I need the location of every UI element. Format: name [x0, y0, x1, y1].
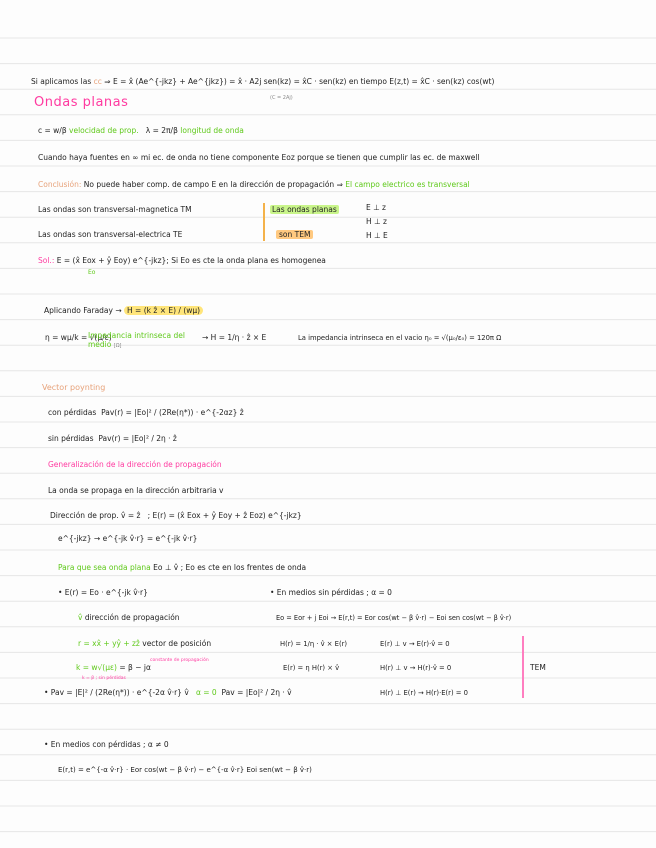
tem-text: TEM: [530, 663, 546, 672]
gen-l2b: ; E(r) = (x̂ Eox + ŷ Eoy + ẑ Eoz) e^{-jkz}: [147, 511, 302, 520]
conclusion-green: El campo electrico es transversal: [345, 180, 470, 189]
maxwell-line: Cuando haya fuentes en ∞ mi ec. de onda no tiene componente Eoz porque se tienen que cumplir las ec. de maxwell: [38, 153, 480, 162]
planas-label-text: Las ondas planas: [272, 205, 337, 214]
poynting-sin: [48, 434, 177, 444]
sin-eq: Pav(r) = |Eo|² / 2η · ẑ: [98, 434, 177, 443]
bracket-bar: [263, 203, 265, 241]
hr-perp: H(r) ⊥ v → H(r)·v̂ = 0: [380, 664, 452, 672]
k-small: constante de propagación: [150, 658, 209, 663]
c-formula: c = w/β: [38, 126, 67, 135]
v-text: dirección de propagación: [82, 613, 180, 622]
conclusion-label: Conclusión:: [38, 180, 82, 189]
r-text: vector de posición: [139, 639, 212, 648]
losses-l1: • En medios con pérdidas ; α ≠ 0: [44, 740, 169, 749]
r-line: [78, 639, 211, 649]
bullet-e: • E(r) = Eo · e^{-jk v̂·r}: [58, 588, 148, 597]
faraday-eq: H = (k ẑ × E) / (wμ): [124, 306, 203, 315]
eo-eq: Eo = Eor + j Eoi → E(r,t) = Eor cos(wt − β v̂·r) − Eoi sen cos(wt − β v̂·r): [276, 614, 512, 622]
te-row: Las ondas son transversal-electrica TE: [38, 230, 183, 239]
gen-l2a: Dirección de prop. v̂ = ẑ: [50, 511, 141, 520]
planas-label: [270, 205, 339, 215]
faraday-label: Aplicando Faraday →: [44, 306, 122, 315]
tem-bar: [522, 636, 524, 698]
tem-label: [276, 230, 313, 240]
v-line: [78, 613, 180, 623]
gen-l2: [50, 511, 302, 521]
v-label: v̂: [78, 613, 83, 622]
imp-label: [88, 331, 198, 351]
pav2: Pav = |Eo|² / 2η · v̂: [221, 688, 292, 697]
lambda-desc: longitud de onda: [180, 126, 244, 135]
vacuum-text: La impedancia intrinseca en el vacio η₀ = √(μ₀/ε₀) = 120π Ω: [298, 334, 502, 342]
tm-row: Las ondas son transversal-magnetica TM: [38, 205, 192, 214]
k-label: k = w√(με): [76, 663, 117, 672]
h-eq: → H = 1/η · ẑ × E: [202, 333, 267, 342]
gen-l3: e^{-jkz} → e^{-jk v̂·r} = e^{-jk v̂·r}: [58, 534, 198, 543]
er-perp: E(r) ⊥ v → E(r)·v̂ = 0: [380, 640, 450, 648]
c-desc: velocidad de prop.: [69, 126, 139, 135]
gen-title: Generalización de la dirección de propagación: [48, 460, 222, 469]
losses-l2: E(r,t) = e^{-α v̂·r} · Eor cos(wt − β v̂·r) − e^{-α v̂·r} Eoi sen(wt − β v̂·r): [58, 766, 312, 774]
hr-perp-e: H(r) ⊥ E(r) → H(r)·E(r) = 0: [380, 689, 468, 697]
pav-eq: • Pav = |E|² / (2Re(η*)) · e^{-2α v̂·r} v̂: [44, 688, 189, 697]
pav-line: [44, 688, 292, 698]
r-label: r = xx̂ + yŷ + zẑ: [78, 639, 140, 648]
imp-label-text: Impedancia intrinseca del medio: [88, 331, 185, 349]
sol-eq: E = (x̂ Eox + ŷ Eoy) e^{-jkz}: [54, 256, 167, 265]
con-eq: Pav(r) = |Eo|² / (2Re(η*)) · e^{-2αz} ẑ: [101, 408, 244, 417]
conclusion-line: [38, 180, 470, 190]
hr-eq: H(r) = 1/η · v̂ × E(r): [280, 640, 348, 648]
k-line: [76, 663, 151, 673]
er-eta: E(r) = η H(r) × v̂: [283, 664, 340, 672]
bullet-nolosses: • En medios sin pérdidas ; α = 0: [270, 588, 392, 597]
cc-label: cc: [93, 77, 102, 86]
c-speed-line: [38, 126, 244, 136]
poynting-con: [48, 408, 244, 418]
cond-2: H ⊥ z: [366, 217, 387, 226]
tem-label-text: son TEM: [276, 230, 313, 239]
eta-eq: η = wμ/k = √(μ/ε): [45, 333, 112, 342]
imp-unit: [Ω]: [113, 343, 122, 349]
lambda-formula: λ = 2π/β: [145, 126, 178, 135]
cond-1: E ⊥ z: [366, 203, 386, 212]
header-line-1: [31, 77, 494, 87]
sol-sub: Eo: [88, 269, 96, 276]
alpha-zero: α = 0: [195, 688, 217, 697]
k-under: k = β ; sin pérdidas: [82, 676, 126, 681]
sol-note: ; Si Eo es cte la onda plana es homogenea: [166, 256, 326, 265]
faraday-line: [44, 306, 203, 316]
con-label: con pérdidas: [48, 408, 97, 417]
sol-label: Sol.:: [38, 256, 55, 265]
sol-line: [38, 256, 326, 266]
cond-3: H ⊥ E: [366, 231, 388, 240]
plane-line: [58, 563, 306, 573]
poynting-title: [42, 383, 105, 393]
gen-l1: La onda se propaga en la dirección arbitraria v: [48, 486, 224, 495]
sin-label: sin pérdidas: [48, 434, 94, 443]
header-text-b: ⇒ E = x̂ (Ae^{-jkz} + Ae^{jkz}) = x̂ · A2j sen(kz) = x̂C · sen(kz) en tiempo E(z,t) = x̂C · sen(kz) cos(wt): [101, 77, 495, 86]
conclusion-text: No puede haber comp. de campo E en la dirección de propagación ⇒: [81, 180, 346, 189]
page-title: Ondas planas: [34, 95, 129, 110]
plane-rest: Eo ⊥ v̂ ; Eo es cte en los frentes de onda: [150, 563, 307, 572]
poynting-title-text: Vector poynting: [42, 383, 106, 392]
k-text: = β − jα: [117, 663, 151, 672]
plane-green: Para que sea onda plana: [58, 563, 151, 572]
header-note: (C = 2Aj): [270, 95, 293, 101]
header-text-a: Si aplicamos las: [31, 77, 94, 86]
